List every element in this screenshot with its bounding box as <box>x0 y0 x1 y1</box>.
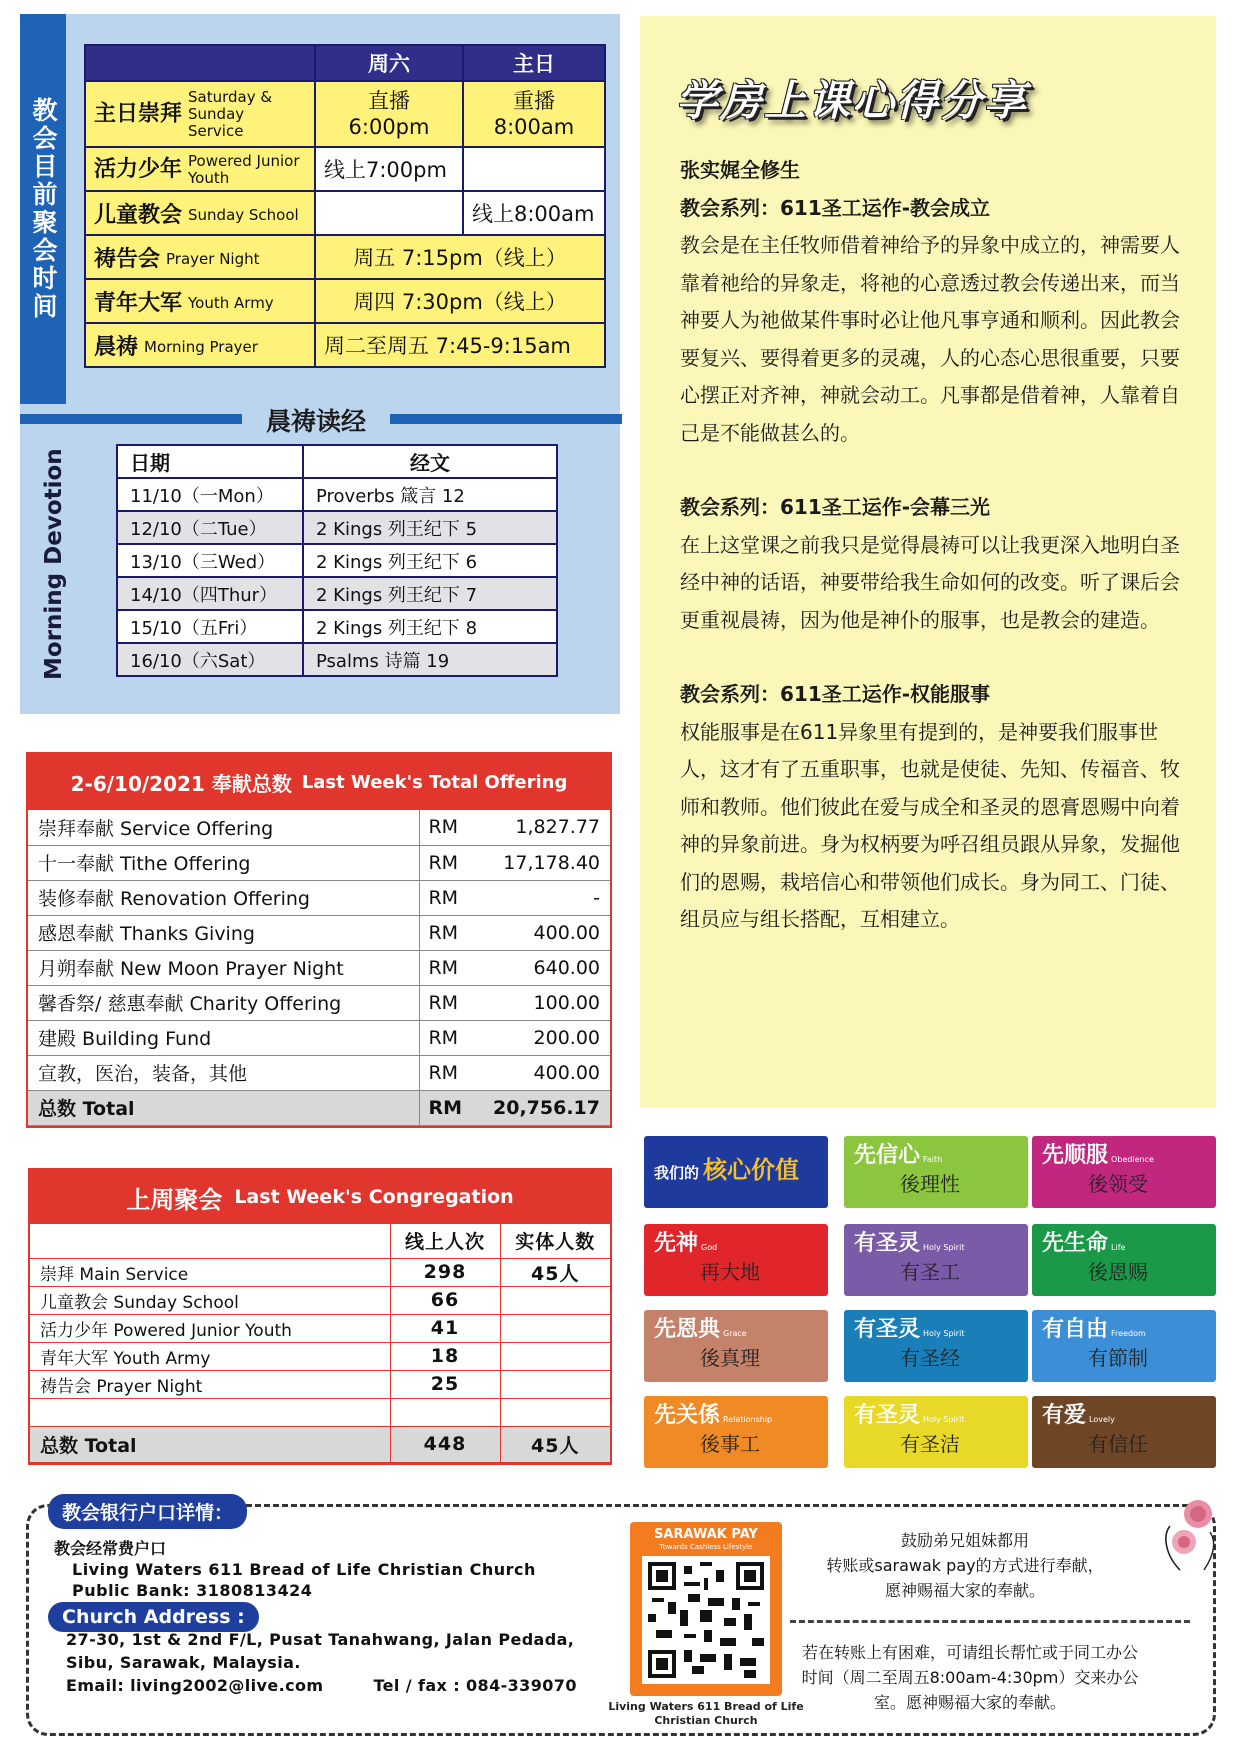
email-link[interactable]: Email: living2002@live.com <box>66 1676 324 1695</box>
bank-pill: 教会银行户口详情： <box>48 1494 247 1529</box>
testimony-author: 张实娓全修生 <box>680 158 800 182</box>
value-card: 先关係 Relationship 後事工 <box>644 1396 828 1468</box>
devotion-row: 12/10（二Tue） 2 Kings 列王纪下 5 <box>117 511 557 544</box>
service-times-table <box>84 44 606 368</box>
offering-box <box>26 752 612 1128</box>
congregation-box <box>28 1168 612 1465</box>
congregation-row: 崇拜 Main Service 298 45人 <box>30 1258 610 1286</box>
offering-row: 装修奉献 Renovation Offering RM - <box>28 880 610 915</box>
value-card: 先生命 Life 後恩赐 <box>1032 1224 1216 1296</box>
offering-row: 建殿 Building Fund RM 200.00 <box>28 1020 610 1055</box>
times-row: 祷告会 Prayer Night 周五 7:15pm（线上） <box>85 235 605 279</box>
times-row: 活力少年 Powered Junior Youth 线上7:00pm <box>85 147 605 191</box>
value-card: 先顺服 Obedience 後领受 <box>1032 1136 1216 1208</box>
qr-code-icon[interactable] <box>642 1556 770 1684</box>
rose-decoration-icon <box>1160 1496 1224 1576</box>
testimony-title: 学房上课心得分享 <box>676 76 1029 125</box>
section-heading: 教会系列：611圣工运作-教会成立 <box>680 195 991 220</box>
bank-account: 教会经常费户口 Living Waters 611 Bread of Life Christian Church Public Bank: 3180813424 <box>54 1539 536 1600</box>
service-times-side-title: 教会目前聚会时间 <box>20 14 66 404</box>
encourage-text: 鼓励弟兄姐妹都用 转账或sarawak pay的方式进行奉献， 愿神赐福大家的奉献。 <box>826 1531 1104 1600</box>
devotion-row: 14/10（四Thur） 2 Kings 列王纪下 7 <box>117 577 557 610</box>
header-sunday: 主日 <box>463 45 605 81</box>
devotion-row: 16/10（六Sat） Psalms 诗篇 19 <box>117 643 557 676</box>
congregation-row: 青年大军 Youth Army 18 <box>30 1342 610 1370</box>
times-row: 儿童教会 Sunday School 线上8:00am <box>85 191 605 235</box>
offering-row: 馨香祭/ 慈惠奉献 Charity Offering RM 100.00 <box>28 985 610 1020</box>
value-card: 有圣灵 Holy Spirit 有圣洁 <box>844 1396 1028 1468</box>
congregation-row: 祷告会 Prayer Night 25 <box>30 1370 610 1398</box>
value-card: 先恩典 Grace 後真理 <box>644 1310 828 1382</box>
congregation-total-row: 总数 Total 448 45人 <box>30 1426 610 1462</box>
divider <box>790 1620 1190 1623</box>
testimony-body <box>680 152 1180 939</box>
section-body: 权能服事是在611异象里有提到的，是神要我们服事世人，这才有了五重职事，也就是使徒、先知、传福音、牧师和教师。他们彼此在爱与成全和圣灵的恩膏恩赐中向着神的异象前进。身为权柄要为呼召组员跟从异象，发掘他们的恩赐，栽培信心和带领他们成长。身为同工、门徒、组员应与组长搭配，互相建立。 <box>680 719 1180 931</box>
value-card: 先神 God 再大地 <box>644 1224 828 1296</box>
header-date: 日期 <box>117 445 303 478</box>
header-online: 线上人次 <box>390 1224 500 1258</box>
offering-row: 月朔奉献 New Moon Prayer Night RM 640.00 <box>28 950 610 985</box>
divider <box>20 414 242 424</box>
times-row: 晨祷 Morning Prayer 周二至周五 7:45-9:15am <box>85 323 605 367</box>
offering-total-row: 总数 Total RM 20,756.17 <box>28 1090 610 1125</box>
value-card: 有自由 Freedom 有節制 <box>1032 1310 1216 1382</box>
offering-row: 感恩奉献 Thanks Giving RM 400.00 <box>28 915 610 950</box>
devotion-row: 11/10（一Mon） Proverbs 箴言 12 <box>117 478 557 511</box>
header-verse: 经文 <box>303 445 557 478</box>
congregation-row: 儿童教会 Sunday School 66 <box>30 1286 610 1314</box>
congregation-row: 活力少年 Powered Junior Youth 41 <box>30 1314 610 1342</box>
sarawak-pay-title: SARAWAK PAY <box>654 1527 758 1542</box>
church-address: 27-30, 1st & 2nd F/L, Pusat Tanahwang, Jalan Pedada, Sibu, Sarawak, Malaysia. Email: living2002@live.com Tel / fax : 084-339070 <box>66 1630 577 1695</box>
offering-table <box>28 810 610 1126</box>
offering-row: 宣教，医治，装备，其他 RM 400.00 <box>28 1055 610 1090</box>
congregation-header: 上周聚会 Last Week's Congregation <box>30 1170 610 1224</box>
offering-row: 崇拜奉献 Service Offering RM 1,827.77 <box>28 810 610 845</box>
times-row: 主日崇拜Saturday & Sunday Service 直播 6:00pm 重播 8:00am <box>85 81 605 147</box>
core-values-card: 我们的 核心价值 <box>644 1136 828 1208</box>
sarawak-pay-caption: Living Waters 611 Bread of Life Christian Church <box>608 1700 804 1727</box>
devotion-row: 15/10（五Fri） 2 Kings 列王纪下 8 <box>117 610 557 643</box>
devotion-title: 晨祷读经 <box>265 407 366 436</box>
value-card: 有圣灵 Holy Spirit 有圣工 <box>844 1224 1028 1296</box>
header-physical: 实体人数 <box>500 1224 610 1258</box>
value-card: 有圣灵 Holy Spirit 有圣经 <box>844 1310 1028 1382</box>
section-heading: 教会系列：611圣工运作-权能服事 <box>680 682 991 706</box>
value-card: 有爱 Lovely 有信任 <box>1032 1396 1216 1468</box>
divider <box>390 414 622 424</box>
congregation-table <box>30 1224 610 1463</box>
offering-header: 2-6/10/2021 奉献总数 Last Week's Total Offering <box>28 754 610 810</box>
devotion-row: 13/10（三Wed） 2 Kings 列王纪下 6 <box>117 544 557 577</box>
times-row: 青年大军 Youth Army 周四 7:30pm（线上） <box>85 279 605 323</box>
congregation-row <box>30 1398 610 1426</box>
header-saturday: 周六 <box>315 45 463 81</box>
section-heading: 教会系列：611圣工运作-会幕三光 <box>680 495 991 519</box>
offering-row: 十一奉献 Tithe Offering RM 17,178.40 <box>28 845 610 880</box>
help-text: 若在转账上有困难，可请组长帮忙或于同工办公时间（周二至周五8:00am-4:30pm）交来办公室。愿神赐福大家的奉献。 <box>801 1643 1139 1712</box>
section-body: 在上这堂课之前我只是觉得晨祷可以让我更深入地明白圣经中神的话语，神要带给我生命如何的改变。听了课后会更重视晨祷，因为他是神仆的服事，也是教会的建造。 <box>680 532 1180 632</box>
address-pill: Church Address : <box>48 1602 259 1632</box>
devotion-table <box>116 444 558 677</box>
devotion-side-title: Morning Devotion <box>41 448 67 680</box>
sarawak-pay-subtitle: Towards Cashless Lifestyle <box>659 1543 753 1551</box>
section-body: 教会是在主任牧师借着神给予的异象中成立的，神需要人靠着祂给的异象走，将祂的心意透过教会传递出来，而当神要人为祂做某件事时必让他凡事亨通和顺利。因此教会要复兴、要得着更多的灵魂，人的心态心思很重要，只要心摆正对齐神，神就会动工。凡事都是借着神，人靠着自己是不能做甚么的。 <box>680 233 1180 445</box>
value-card: 先信心 Faith 後理性 <box>844 1136 1028 1208</box>
